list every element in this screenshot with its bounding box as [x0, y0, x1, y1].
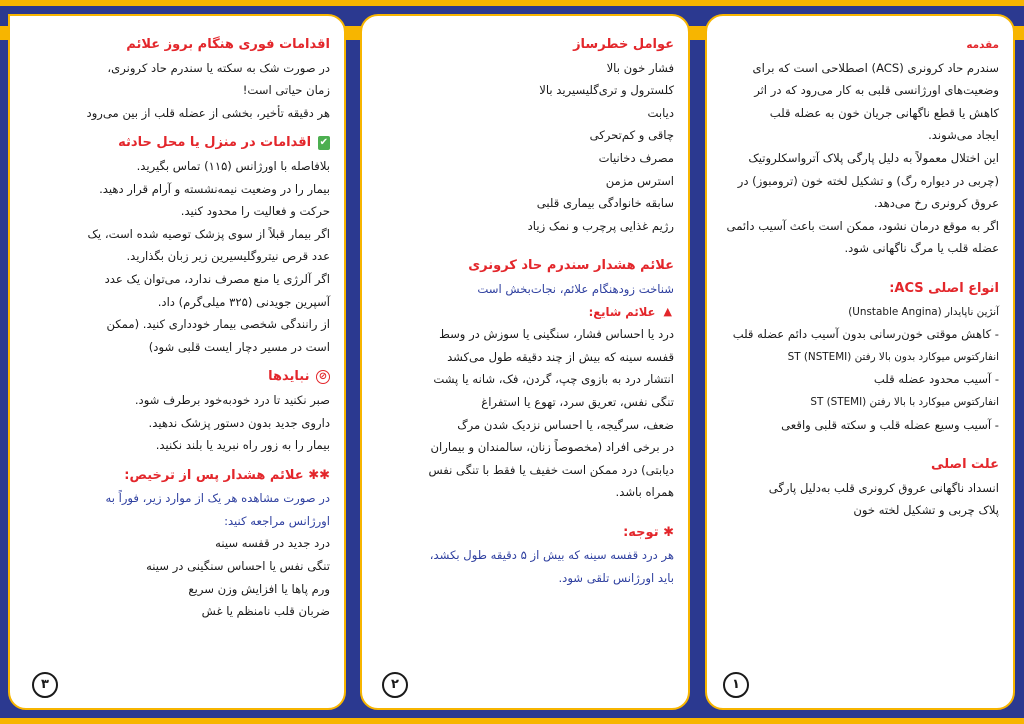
risk-item: رژیم غذایی پرچرب و نمک زیاد [527, 218, 674, 233]
discharge-line: درد جدید در قفسه سینه [215, 536, 330, 551]
dont-line: صبر نکنید تا درد خودبه‌خود برطرف شود. [134, 392, 330, 407]
home-line: عدد قرص نیتروگلیسیرین زیر زبان بگذارید. [126, 249, 330, 264]
intro-title: مقدمه [966, 39, 999, 51]
home-line: اگر آلرژی یا منع مصرف ندارد، می‌توان یک عدد [104, 271, 330, 286]
risk-item: استرس مزمن [605, 173, 674, 188]
types-list [721, 301, 999, 437]
immediate-line: زمان حیاتی است! [242, 83, 330, 98]
intro-line: ایجاد می‌شوند. [928, 128, 999, 143]
panel-introduction [705, 14, 1015, 710]
home-line: از رانندگی شخصی بیمار خودداری کنید. (ممکن [106, 317, 330, 332]
intro-line: (چربی در دیواره رگ) و تشکیل لخته خون (ترومبوز) در [737, 173, 999, 188]
page-number: ۳ [32, 672, 58, 698]
intro-line: سندرم حاد کرونری (ACS) اصطلاحی است که برای [752, 60, 999, 75]
intro-line: اگر به موقع درمان نشود، ممکن است باعث آسیب دائمی [726, 218, 999, 233]
types-title: انواع اصلی ACS: [889, 280, 999, 296]
risk-item: فشار خون بالا [606, 60, 674, 75]
note-line: باید اورژانس تلقی شود. [558, 571, 674, 586]
intro-line: این اختلال معمولاً به دلیل پارگی پلاک آترواسکلروتیک [748, 150, 999, 165]
discharge-line: تنگی نفس یا احساس سنگینی در سینه [146, 559, 330, 574]
intro-line: کاهش یا قطع ناگهانی جریان خون به عضله قلب [769, 105, 999, 120]
symptom-line: تنگی نفس، تعریق سرد، تهوع یا استفراغ [481, 394, 674, 409]
dont-line: بیمار را به زور راه نبرید یا بلند نکنید. [155, 438, 330, 453]
page-number: ۲ [382, 672, 408, 698]
home-title: اقدامات در منزل یا محل حادثه [118, 135, 312, 151]
checkmark-icon: ✔ [319, 136, 328, 148]
risk-title: عوامل خطرساز [573, 37, 674, 52]
cause-line: پلاک چربی و تشکیل لخته خون [853, 503, 999, 518]
symptom-line: در برخی افراد (مخصوصاً زنان، سالمندان و بیماران [430, 440, 674, 455]
home-line: بلافاصله با اورژانس (۱۱۵) تماس بگیرید. [136, 158, 330, 173]
symptom-line: همراه باشد. [615, 485, 674, 500]
discharge-intro: اورژانس مراجعه کنید: [224, 513, 330, 528]
siren-icon: ▲ [663, 305, 672, 319]
cause-line: انسداد ناگهانی عروق کرونری قلب به‌دلیل پارگی [768, 480, 999, 495]
symptom-line: درد یا احساس فشار، سنگینی یا سوزش در وسط [439, 327, 674, 342]
home-line: است در مسیر دچار ایست قلبی شود) [148, 339, 330, 354]
intro-line: عروق کرونری رخ می‌دهد. [873, 196, 999, 211]
page-number: ۱ [723, 672, 749, 698]
home-line: بیمار را در وضعیت نیمه‌نشسته و آرام قرار دهید. [99, 181, 330, 196]
cause-title: علت اصلی [931, 457, 999, 473]
risk-item: کلسترول و تری‌گلیسیرید بالا [539, 83, 674, 98]
symptom-line: دیابتی) درد ممکن است خفیف یا فقط با تنگی نفس [428, 462, 674, 477]
panel-risk-factors [360, 14, 690, 710]
types-line: - کاهش موقتی خون‌رسانی بدون آسیب دائم عضله قلب [732, 327, 999, 342]
discharge-line: ضربان قلب نامنظم یا غش [201, 604, 330, 619]
types-line: - آسیب وسیع عضله قلب و سکته قلبی واقعی [781, 417, 999, 432]
types-line: انفارکتوس میوکارد با بالا رفتن ST (STEMI) [810, 395, 999, 408]
home-line: آسپرین جویدنی (۳۲۵ میلی‌گرم) داد. [157, 294, 330, 309]
common-symptoms-label: علائم شایع: [588, 304, 656, 319]
warning-title: علائم هشدار سندرم حاد کرونری [468, 258, 674, 274]
intro-line: وضعیت‌های اورژانسی قلبی به کار می‌رود که در اثر [754, 83, 999, 98]
dont-title: نبایدها [268, 369, 310, 385]
prohibited-icon: ⊘ [316, 370, 330, 384]
risk-item: سابقه خانوادگی بیماری قلبی [536, 196, 674, 211]
home-line: اگر بیمار قبلاً از سوی پزشک توصیه شده است، یک [87, 226, 330, 241]
discharge-intro: در صورت مشاهده هر یک از موارد زیر، فوراً به [105, 491, 330, 506]
common-symptoms [376, 323, 674, 504]
intro-line: عضله قلب یا مرگ ناگهانی شود. [844, 241, 999, 256]
immediate-line: هر دقیقه تأخیر، بخشی از عضله قلب از بین می‌رود [86, 105, 330, 120]
symptom-line: ضعف، سرگیجه، یا احساس نزدیک شدن مرگ [457, 417, 674, 432]
top-stripe [0, 0, 1024, 6]
symptom-line: قفسه سینه که بیش از چند دقیقه طول می‌کشد [447, 349, 674, 364]
home-line: حرکت و فعالیت را محدود کنید. [180, 204, 330, 219]
discharge-title: ✱✱ علائم هشدار پس از ترخیص: [124, 467, 330, 483]
immediate-line: در صورت شک به سکته یا سندرم حاد کرونری، [107, 60, 330, 75]
symptom-line: انتشار درد به بازوی چپ، گردن، فک، شانه یا پشت [433, 372, 674, 387]
types-line: انفارکتوس میوکارد بدون بالا رفتن ST (NSTEMI) [787, 350, 999, 363]
intro-text [721, 57, 999, 260]
note-label: ✱ توجه: [623, 524, 674, 540]
risk-list [376, 57, 674, 238]
risk-item: دیابت [647, 105, 674, 120]
home-actions [24, 155, 330, 358]
bottom-stripe [0, 718, 1024, 724]
immediate-title: اقدامات فوری هنگام بروز علائم [126, 37, 330, 52]
warning-subtitle: شناخت زودهنگام علائم، نجات‌بخش است [477, 281, 674, 296]
types-line: - آسیب محدود عضله قلب [873, 372, 999, 387]
dont-line: داروی جدید بدون دستور پزشک ندهید. [148, 415, 330, 430]
panel-actions [8, 14, 346, 710]
types-line: آنژین ناپایدار (Unstable Angina) [848, 305, 999, 318]
risk-item: چاقی و کم‌تحرکی [589, 128, 674, 143]
discharge-line: ورم پاها یا افزایش وزن سریع [188, 581, 330, 596]
risk-item: مصرف دخانیات [598, 150, 674, 165]
note-line: هر درد قفسه سینه که بیش از ۵ دقیقه طول بکشد، [429, 548, 674, 563]
